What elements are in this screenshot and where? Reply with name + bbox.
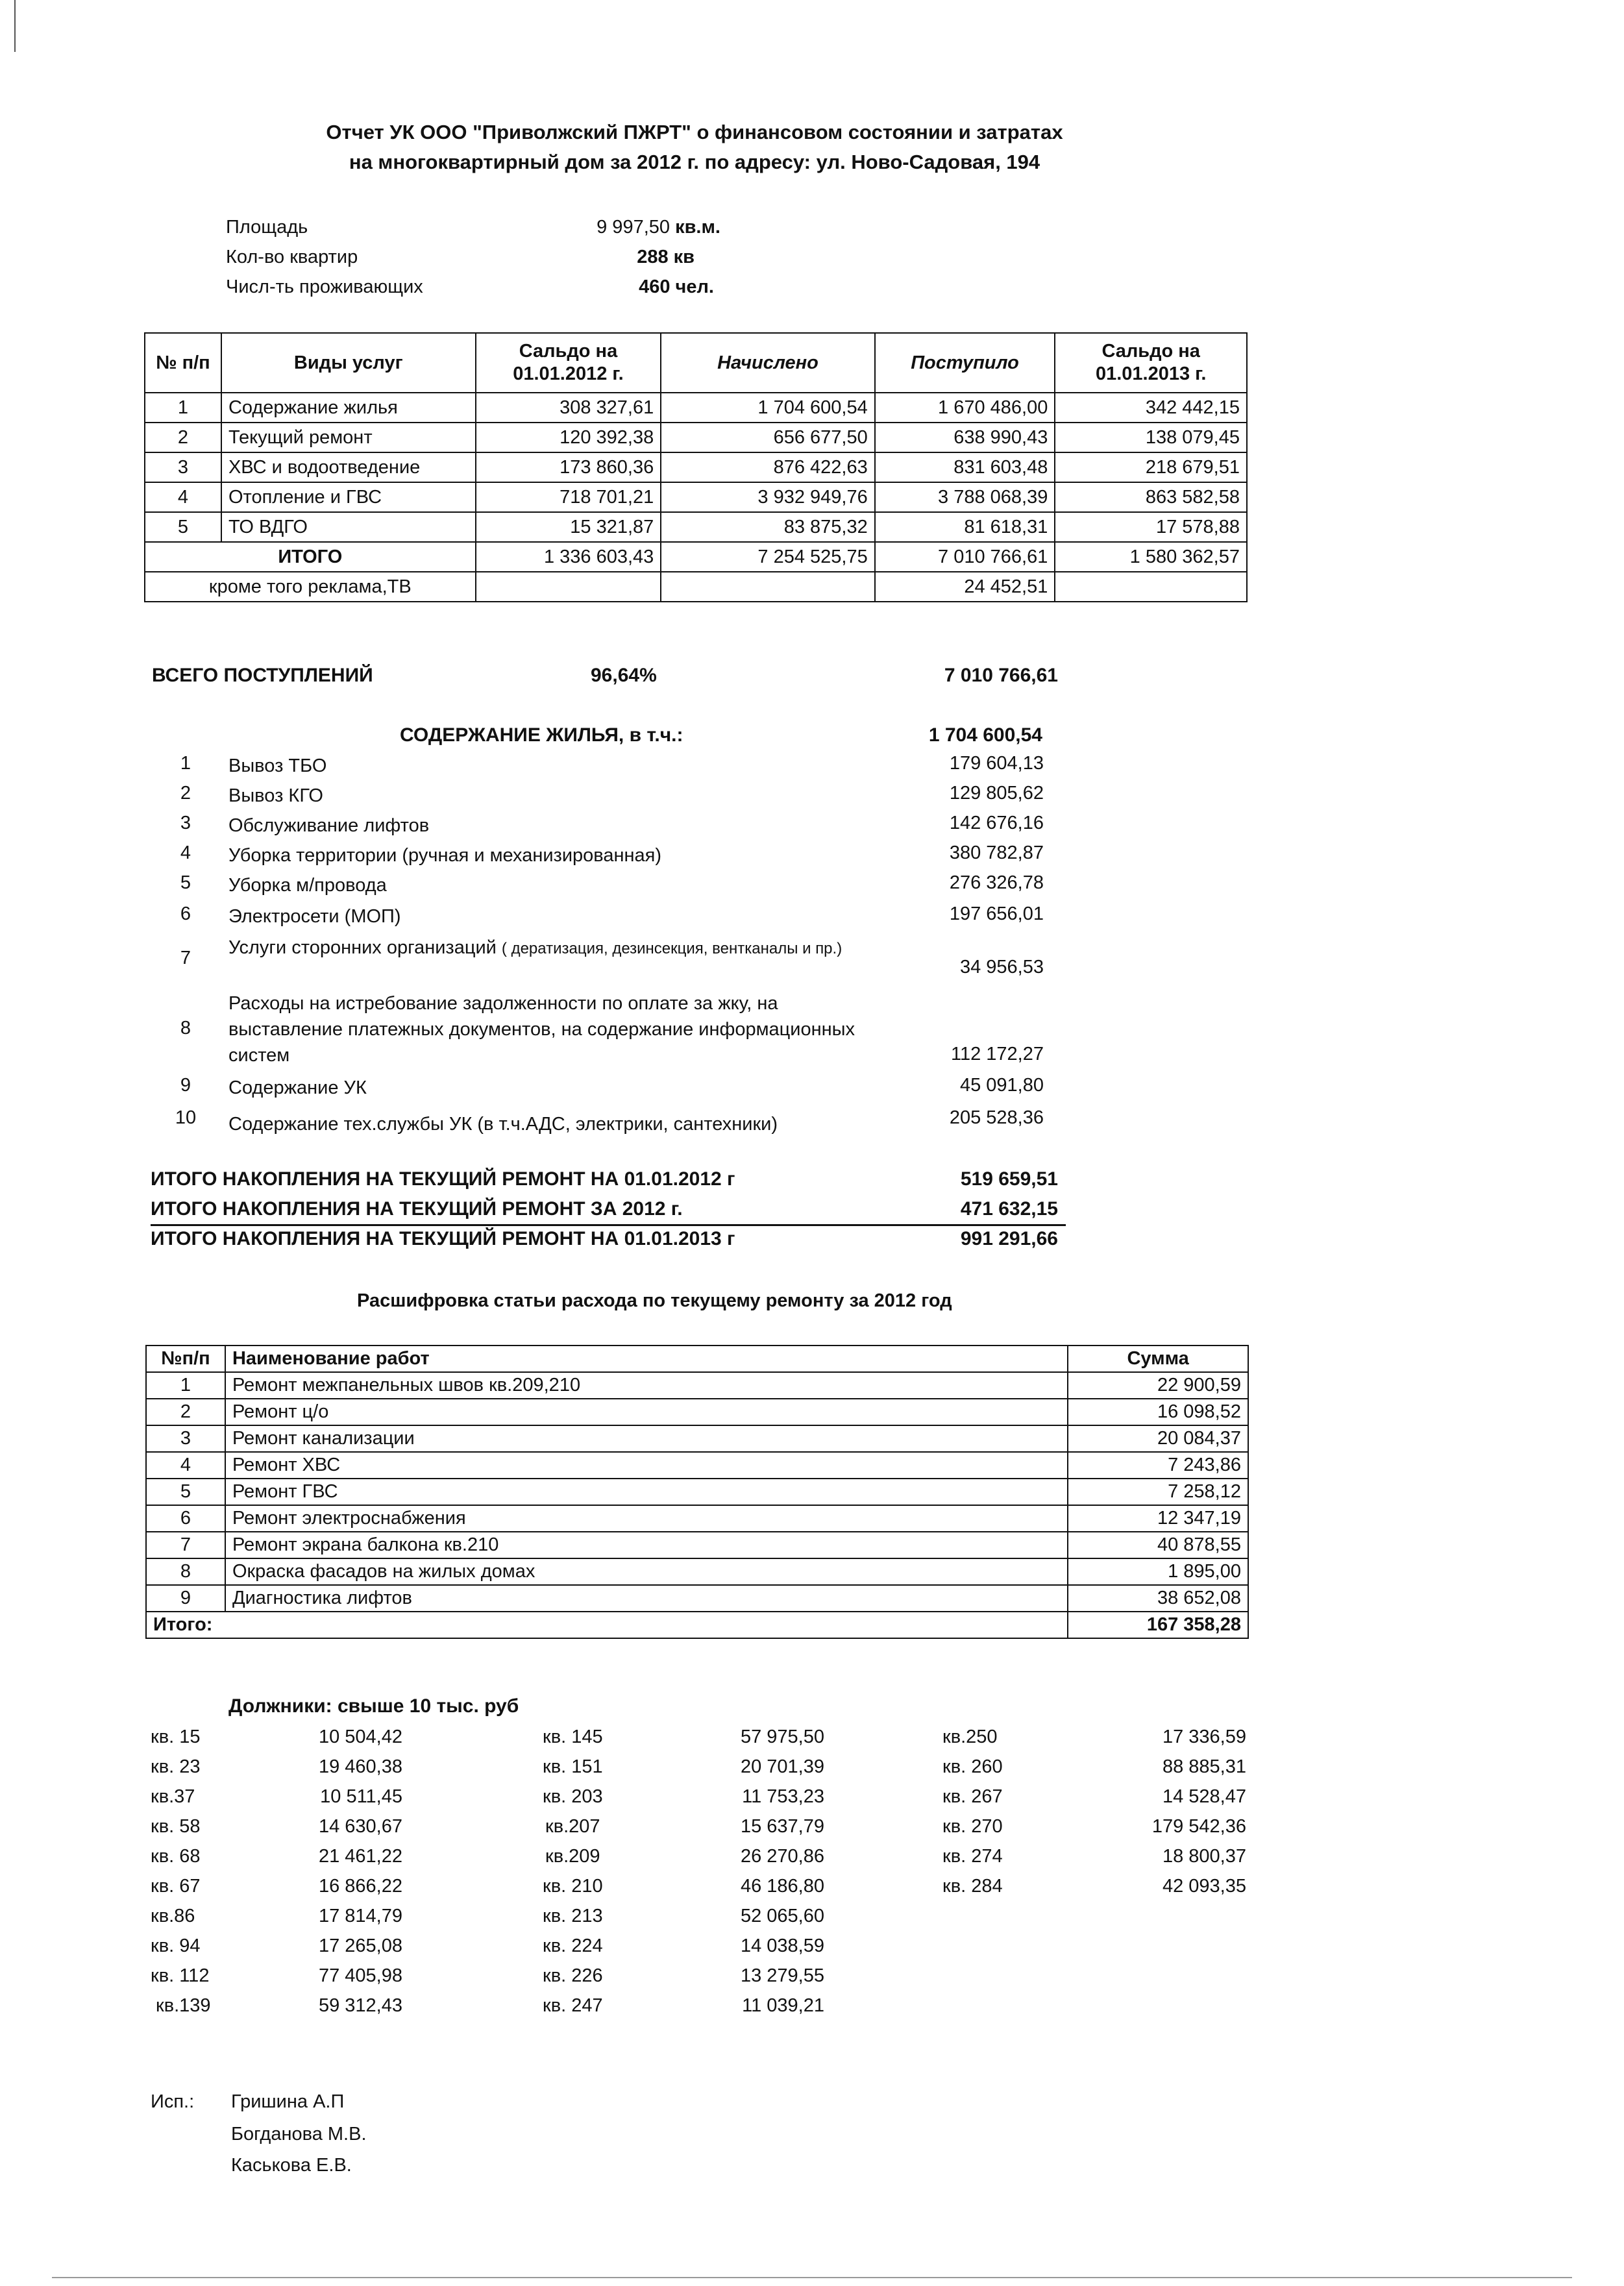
table-cell: 20 084,37	[1068, 1425, 1248, 1452]
item-number: 5	[180, 872, 191, 893]
table-row	[146, 1372, 1248, 1399]
debtor-amount: 77 405,98	[318, 1965, 402, 1986]
table-cell: Ремонт ГВС	[225, 1479, 1068, 1505]
debtor-amount: 46 186,80	[740, 1876, 824, 1897]
accumulation-label: ИТОГО НАКОПЛЕНИЯ НА ТЕКУЩИЙ РЕМОНТ НА 01.01.2013 г	[151, 1228, 735, 1249]
info-value	[571, 277, 714, 298]
info-value	[571, 247, 695, 268]
debtors-heading: Должники: свыше 10 тыс. руб	[228, 1695, 519, 1717]
debtor-apartment: кв. 151	[543, 1756, 603, 1777]
maintenance-item	[153, 783, 1075, 810]
table-row	[145, 512, 1247, 542]
accumulation-value: 471 632,15	[960, 1198, 1058, 1220]
table-row	[145, 482, 1247, 512]
total-income-value: 7 010 766,61	[944, 665, 1058, 686]
total-label: ИТОГО	[145, 542, 476, 572]
item-number: 9	[180, 1075, 191, 1096]
table-cell: 863 582,58	[1055, 482, 1247, 512]
extra-label: кроме того реклама,ТВ	[145, 572, 476, 602]
table-cell: 342 442,15	[1055, 393, 1247, 423]
item-number: 10	[175, 1107, 197, 1128]
item-label-main: Услуги сторонних организаций	[228, 937, 497, 958]
maintenance-item	[153, 753, 1075, 780]
table-cell: 831 603,48	[875, 452, 1055, 482]
item-label: Содержание УК	[228, 1077, 367, 1098]
executor-name: Каськова Е.В.	[231, 2155, 352, 2176]
debtor-amount: 14 038,59	[740, 1936, 824, 1956]
maintenance-item	[153, 842, 1075, 870]
table-cell: 17 578,88	[1055, 512, 1247, 542]
header-cell: Сальдо на 01.01.2012 г.	[476, 333, 661, 393]
table-cell: 308 327,61	[476, 393, 661, 423]
debtor-amount: 10 511,45	[320, 1786, 402, 1807]
item-value: 276 326,78	[949, 872, 1044, 893]
table-cell: Диагностика лифтов	[225, 1585, 1068, 1612]
item-number: 4	[180, 842, 191, 863]
residents-unit: чел.	[675, 277, 714, 297]
debtor-amount: 20 701,39	[740, 1756, 824, 1777]
item-value: 197 656,01	[949, 903, 1044, 924]
table-cell: 12 347,19	[1068, 1505, 1248, 1532]
item-value: 45 091,80	[959, 1075, 1044, 1096]
report-title-line2: на многоквартирный дом за 2012 г. по адресу: ул. Ново-Садовая, 194	[349, 151, 1040, 173]
debtor-amount: 10 504,42	[318, 1727, 402, 1747]
maintenance-item	[153, 990, 1075, 1071]
table-cell: 40 878,55	[1068, 1532, 1248, 1558]
table-cell: 3	[146, 1425, 225, 1452]
item-label: Вывоз ТБО	[228, 756, 327, 776]
maintenance-heading: СОДЕРЖАНИЕ ЖИЛЬЯ, в т.ч.:	[400, 724, 683, 746]
table-row	[145, 393, 1247, 423]
table-cell: 9	[146, 1585, 225, 1612]
services-table-header	[145, 333, 1247, 393]
debtor-amount: 16 866,22	[318, 1876, 402, 1897]
item-number: 3	[180, 813, 191, 833]
area-unit: кв.м.	[675, 217, 720, 238]
debtor-apartment: кв. 68	[151, 1846, 201, 1867]
table-cell: 5	[145, 512, 221, 542]
header-cell: Сумма	[1068, 1346, 1248, 1372]
table-cell: 7 010 766,61	[875, 542, 1055, 572]
item-value: 112 172,27	[951, 1044, 1044, 1064]
debtor-apartment: кв. 213	[543, 1906, 603, 1926]
item-number: 6	[180, 903, 191, 924]
maintenance-heading-value: 1 704 600,54	[928, 724, 1042, 746]
table-cell: Ремонт канализации	[225, 1425, 1068, 1452]
debtor-apartment: кв. 58	[151, 1816, 201, 1837]
debtor-apartment: кв. 23	[151, 1756, 201, 1777]
extra-value: 24 452,51	[875, 572, 1055, 602]
debtor-amount: 21 461,22	[318, 1846, 402, 1867]
maintenance-item	[153, 1107, 1075, 1140]
table-row	[146, 1479, 1248, 1505]
extra-row	[145, 572, 1247, 602]
table-cell: 876 422,63	[661, 452, 874, 482]
item-label-note: ( дератизация, дезинсекция, вентканалы и пр.)	[501, 940, 843, 957]
header-cell: Наименование работ	[225, 1346, 1068, 1372]
empty-cell	[661, 572, 874, 602]
executor-name: Гришина А.П	[231, 2091, 345, 2112]
table-cell: Текущий ремонт	[221, 423, 476, 452]
table-cell: 5	[146, 1479, 225, 1505]
info-value	[571, 217, 720, 238]
debtor-apartment: кв. 267	[942, 1786, 1003, 1807]
info-label: Площадь	[226, 217, 308, 238]
item-label: Вывоз КГО	[228, 785, 323, 806]
info-label: Числ-ть проживающих	[226, 277, 423, 297]
maintenance-item	[153, 813, 1075, 840]
debtor-apartment: кв. 210	[543, 1876, 603, 1897]
debtor-apartment: кв. 145	[543, 1727, 603, 1747]
debtor-amount: 18 800,37	[1162, 1846, 1246, 1867]
maintenance-item	[153, 903, 1075, 931]
debtor-amount: 19 460,38	[318, 1756, 402, 1777]
table-cell: 656 677,50	[661, 423, 874, 452]
repair-heading: Расшифровка статьи расхода по текущему ремонту за 2012 год	[357, 1290, 952, 1311]
table-cell: Ремонт электроснабжения	[225, 1505, 1068, 1532]
item-number: 2	[180, 783, 191, 804]
total-label: Итого:	[146, 1612, 1068, 1638]
table-cell: Содержание жилья	[221, 393, 476, 423]
total-row	[146, 1612, 1248, 1638]
debtor-apartment: кв. 270	[942, 1816, 1003, 1837]
item-number: 8	[180, 1018, 191, 1039]
table-cell: 6	[146, 1505, 225, 1532]
table-row	[146, 1532, 1248, 1558]
table-row	[146, 1585, 1248, 1612]
table-cell: 38 652,08	[1068, 1585, 1248, 1612]
debtor-apartment: кв.209	[545, 1846, 600, 1867]
debtor-apartment: кв.207	[545, 1816, 600, 1837]
debtor-amount: 14 528,47	[1162, 1786, 1246, 1807]
item-value: 179 604,13	[949, 753, 1044, 774]
table-cell: ХВС и водоотведение	[221, 452, 476, 482]
table-cell: Окраска фасадов на жилых домах	[225, 1558, 1068, 1585]
table-cell: 15 321,87	[476, 512, 661, 542]
table-cell: 7	[146, 1532, 225, 1558]
divider	[151, 1224, 1066, 1226]
table-cell: 120 392,38	[476, 423, 661, 452]
repair-table-header	[146, 1346, 1248, 1372]
table-cell: 4	[146, 1452, 225, 1479]
item-value: 380 782,87	[949, 842, 1044, 863]
area-value: 9 997,50	[597, 217, 671, 238]
debtor-apartment: кв. 260	[942, 1756, 1003, 1777]
item-label: Уборка м/провода	[228, 875, 387, 896]
header-cell: Поступило	[875, 333, 1055, 393]
item-label: Обслуживание лифтов	[228, 815, 430, 836]
table-cell: 2	[145, 423, 221, 452]
debtor-apartment: кв. 247	[543, 1995, 603, 2016]
table-cell: 22 900,59	[1068, 1372, 1248, 1399]
table-cell: 8	[146, 1558, 225, 1585]
table-cell: 218 679,51	[1055, 452, 1247, 482]
debtor-amount: 57 975,50	[740, 1727, 824, 1747]
table-cell: 1 670 486,00	[875, 393, 1055, 423]
empty-cell	[1055, 572, 1247, 602]
debtor-apartment: кв. 226	[543, 1965, 603, 1986]
total-income-percent: 96,64%	[591, 665, 657, 686]
debtor-apartment: кв. 94	[151, 1936, 201, 1956]
debtor-amount: 17 814,79	[318, 1906, 402, 1926]
table-cell: Ремонт экрана балкона кв.210	[225, 1532, 1068, 1558]
debtor-amount: 17 336,59	[1162, 1727, 1246, 1747]
table-cell: 138 079,45	[1055, 423, 1247, 452]
debtor-amount: 88 885,31	[1162, 1756, 1246, 1777]
table-row	[145, 452, 1247, 482]
residents-value: 460	[639, 277, 671, 297]
table-cell: 1 704 600,54	[661, 393, 874, 423]
debtor-apartment: кв. 67	[151, 1876, 201, 1897]
table-cell: 1 580 362,57	[1055, 542, 1247, 572]
empty-cell	[476, 572, 661, 602]
debtor-amount: 52 065,60	[740, 1906, 824, 1926]
debtor-apartment: кв. 224	[543, 1936, 603, 1956]
table-cell: 1 895,00	[1068, 1558, 1248, 1585]
executors-label: Исп.:	[151, 2091, 195, 2112]
report-title-line1: Отчет УК ООО "Приволжский ПЖРТ" о финансовом состоянии и затратах	[326, 121, 1063, 143]
debtor-amount: 11 039,21	[742, 1995, 824, 2016]
item-value: 205 528,36	[949, 1107, 1044, 1128]
scan-edge-mark	[14, 0, 16, 52]
debtor-apartment: кв. 274	[942, 1846, 1003, 1867]
services-table	[144, 332, 1248, 602]
table-cell: 7 243,86	[1068, 1452, 1248, 1479]
debtor-amount: 59 312,43	[318, 1995, 402, 2016]
debtor-apartment: кв. 15	[151, 1727, 201, 1747]
table-cell: 1	[145, 393, 221, 423]
debtor-apartment: кв.139	[156, 1995, 211, 2016]
table-cell: Отопление и ГВС	[221, 482, 476, 512]
table-cell: 16 098,52	[1068, 1399, 1248, 1425]
debtor-amount: 14 630,67	[318, 1816, 402, 1837]
table-cell: Ремонт межпанельных швов кв.209,210	[225, 1372, 1068, 1399]
header-cell: Начислено	[661, 333, 874, 393]
table-row	[145, 423, 1247, 452]
table-cell: 718 701,21	[476, 482, 661, 512]
info-label: Кол-во квартир	[226, 247, 358, 267]
debtor-amount: 26 270,86	[740, 1846, 824, 1867]
table-row	[146, 1425, 1248, 1452]
total-row	[145, 542, 1247, 572]
debtor-apartment: кв.37	[151, 1786, 195, 1807]
debtor-apartment: кв.250	[942, 1727, 998, 1747]
maintenance-item	[153, 872, 1075, 900]
table-cell: 83 875,32	[661, 512, 874, 542]
total-value: 167 358,28	[1068, 1612, 1248, 1638]
table-cell: 2	[146, 1399, 225, 1425]
table-cell: 173 860,36	[476, 452, 661, 482]
item-value: 34 956,53	[959, 957, 1044, 977]
maintenance-item	[153, 1075, 1075, 1102]
item-label: Расходы на истребование задолженности по оплате за жку, на выставление платежных документов, на содержание информационных систем	[228, 993, 855, 1066]
item-number: 1	[180, 753, 191, 774]
table-cell: 4	[145, 482, 221, 512]
table-cell: 1 336 603,43	[476, 542, 661, 572]
header-cell: Сальдо на 01.01.2013 г.	[1055, 333, 1247, 393]
debtor-amount: 13 279,55	[740, 1965, 824, 1986]
table-row	[146, 1452, 1248, 1479]
debtor-apartment: кв. 284	[942, 1876, 1003, 1897]
maintenance-item	[153, 935, 1075, 988]
debtor-apartment: кв. 203	[543, 1786, 603, 1807]
accumulation-value: 519 659,51	[960, 1168, 1058, 1190]
total-income-label: ВСЕГО ПОСТУПЛЕНИЙ	[152, 665, 373, 686]
accumulation-label: ИТОГО НАКОПЛЕНИЯ НА ТЕКУЩИЙ РЕМОНТ НА 01.01.2012 г	[151, 1168, 735, 1190]
item-value: 129 805,62	[949, 783, 1044, 804]
repair-table	[145, 1345, 1249, 1639]
item-value: 142 676,16	[949, 813, 1044, 833]
executor-name: Богданова М.В.	[231, 2124, 367, 2145]
debtor-amount: 11 753,23	[742, 1786, 824, 1807]
debtor-amount: 17 265,08	[318, 1936, 402, 1956]
table-cell: 7 258,12	[1068, 1479, 1248, 1505]
accumulation-label: ИТОГО НАКОПЛЕНИЯ НА ТЕКУЩИЙ РЕМОНТ ЗА 2012 г.	[151, 1198, 683, 1220]
item-number: 7	[180, 948, 191, 968]
table-cell: 3	[145, 452, 221, 482]
table-row	[146, 1505, 1248, 1532]
table-cell: 7 254 525,75	[661, 542, 874, 572]
item-label: Электросети (МОП)	[228, 906, 401, 927]
header-cell: Виды услуг	[221, 333, 476, 393]
table-cell: 638 990,43	[875, 423, 1055, 452]
table-cell: 1	[146, 1372, 225, 1399]
table-cell: Ремонт ХВС	[225, 1452, 1068, 1479]
debtor-amount: 15 637,79	[740, 1816, 824, 1837]
header-cell: № п/п	[145, 333, 221, 393]
item-label: Содержание тех.службы УК (в т.ч.АДС, электрики, сантехники)	[228, 1114, 778, 1135]
table-cell: ТО ВДГО	[221, 512, 476, 542]
item-label: Уборка территории (ручная и механизированная)	[228, 845, 662, 866]
table-cell: 3 788 068,39	[875, 482, 1055, 512]
apartments-unit: кв	[673, 247, 695, 267]
debtor-amount: 179 542,36	[1151, 1816, 1246, 1837]
table-cell: 81 618,31	[875, 512, 1055, 542]
table-cell: Ремонт ц/о	[225, 1399, 1068, 1425]
debtor-apartment: кв.86	[151, 1906, 195, 1926]
debtor-apartment: кв. 112	[151, 1965, 210, 1986]
table-row	[146, 1558, 1248, 1585]
debtor-amount: 42 093,35	[1162, 1876, 1246, 1897]
table-row	[146, 1399, 1248, 1425]
scan-edge-mark	[52, 2277, 1572, 2278]
item-label	[228, 935, 942, 962]
header-cell: №п/п	[146, 1346, 225, 1372]
apartments-value: 288	[637, 247, 669, 267]
table-cell: 3 932 949,76	[661, 482, 874, 512]
accumulation-value: 991 291,66	[960, 1228, 1058, 1249]
